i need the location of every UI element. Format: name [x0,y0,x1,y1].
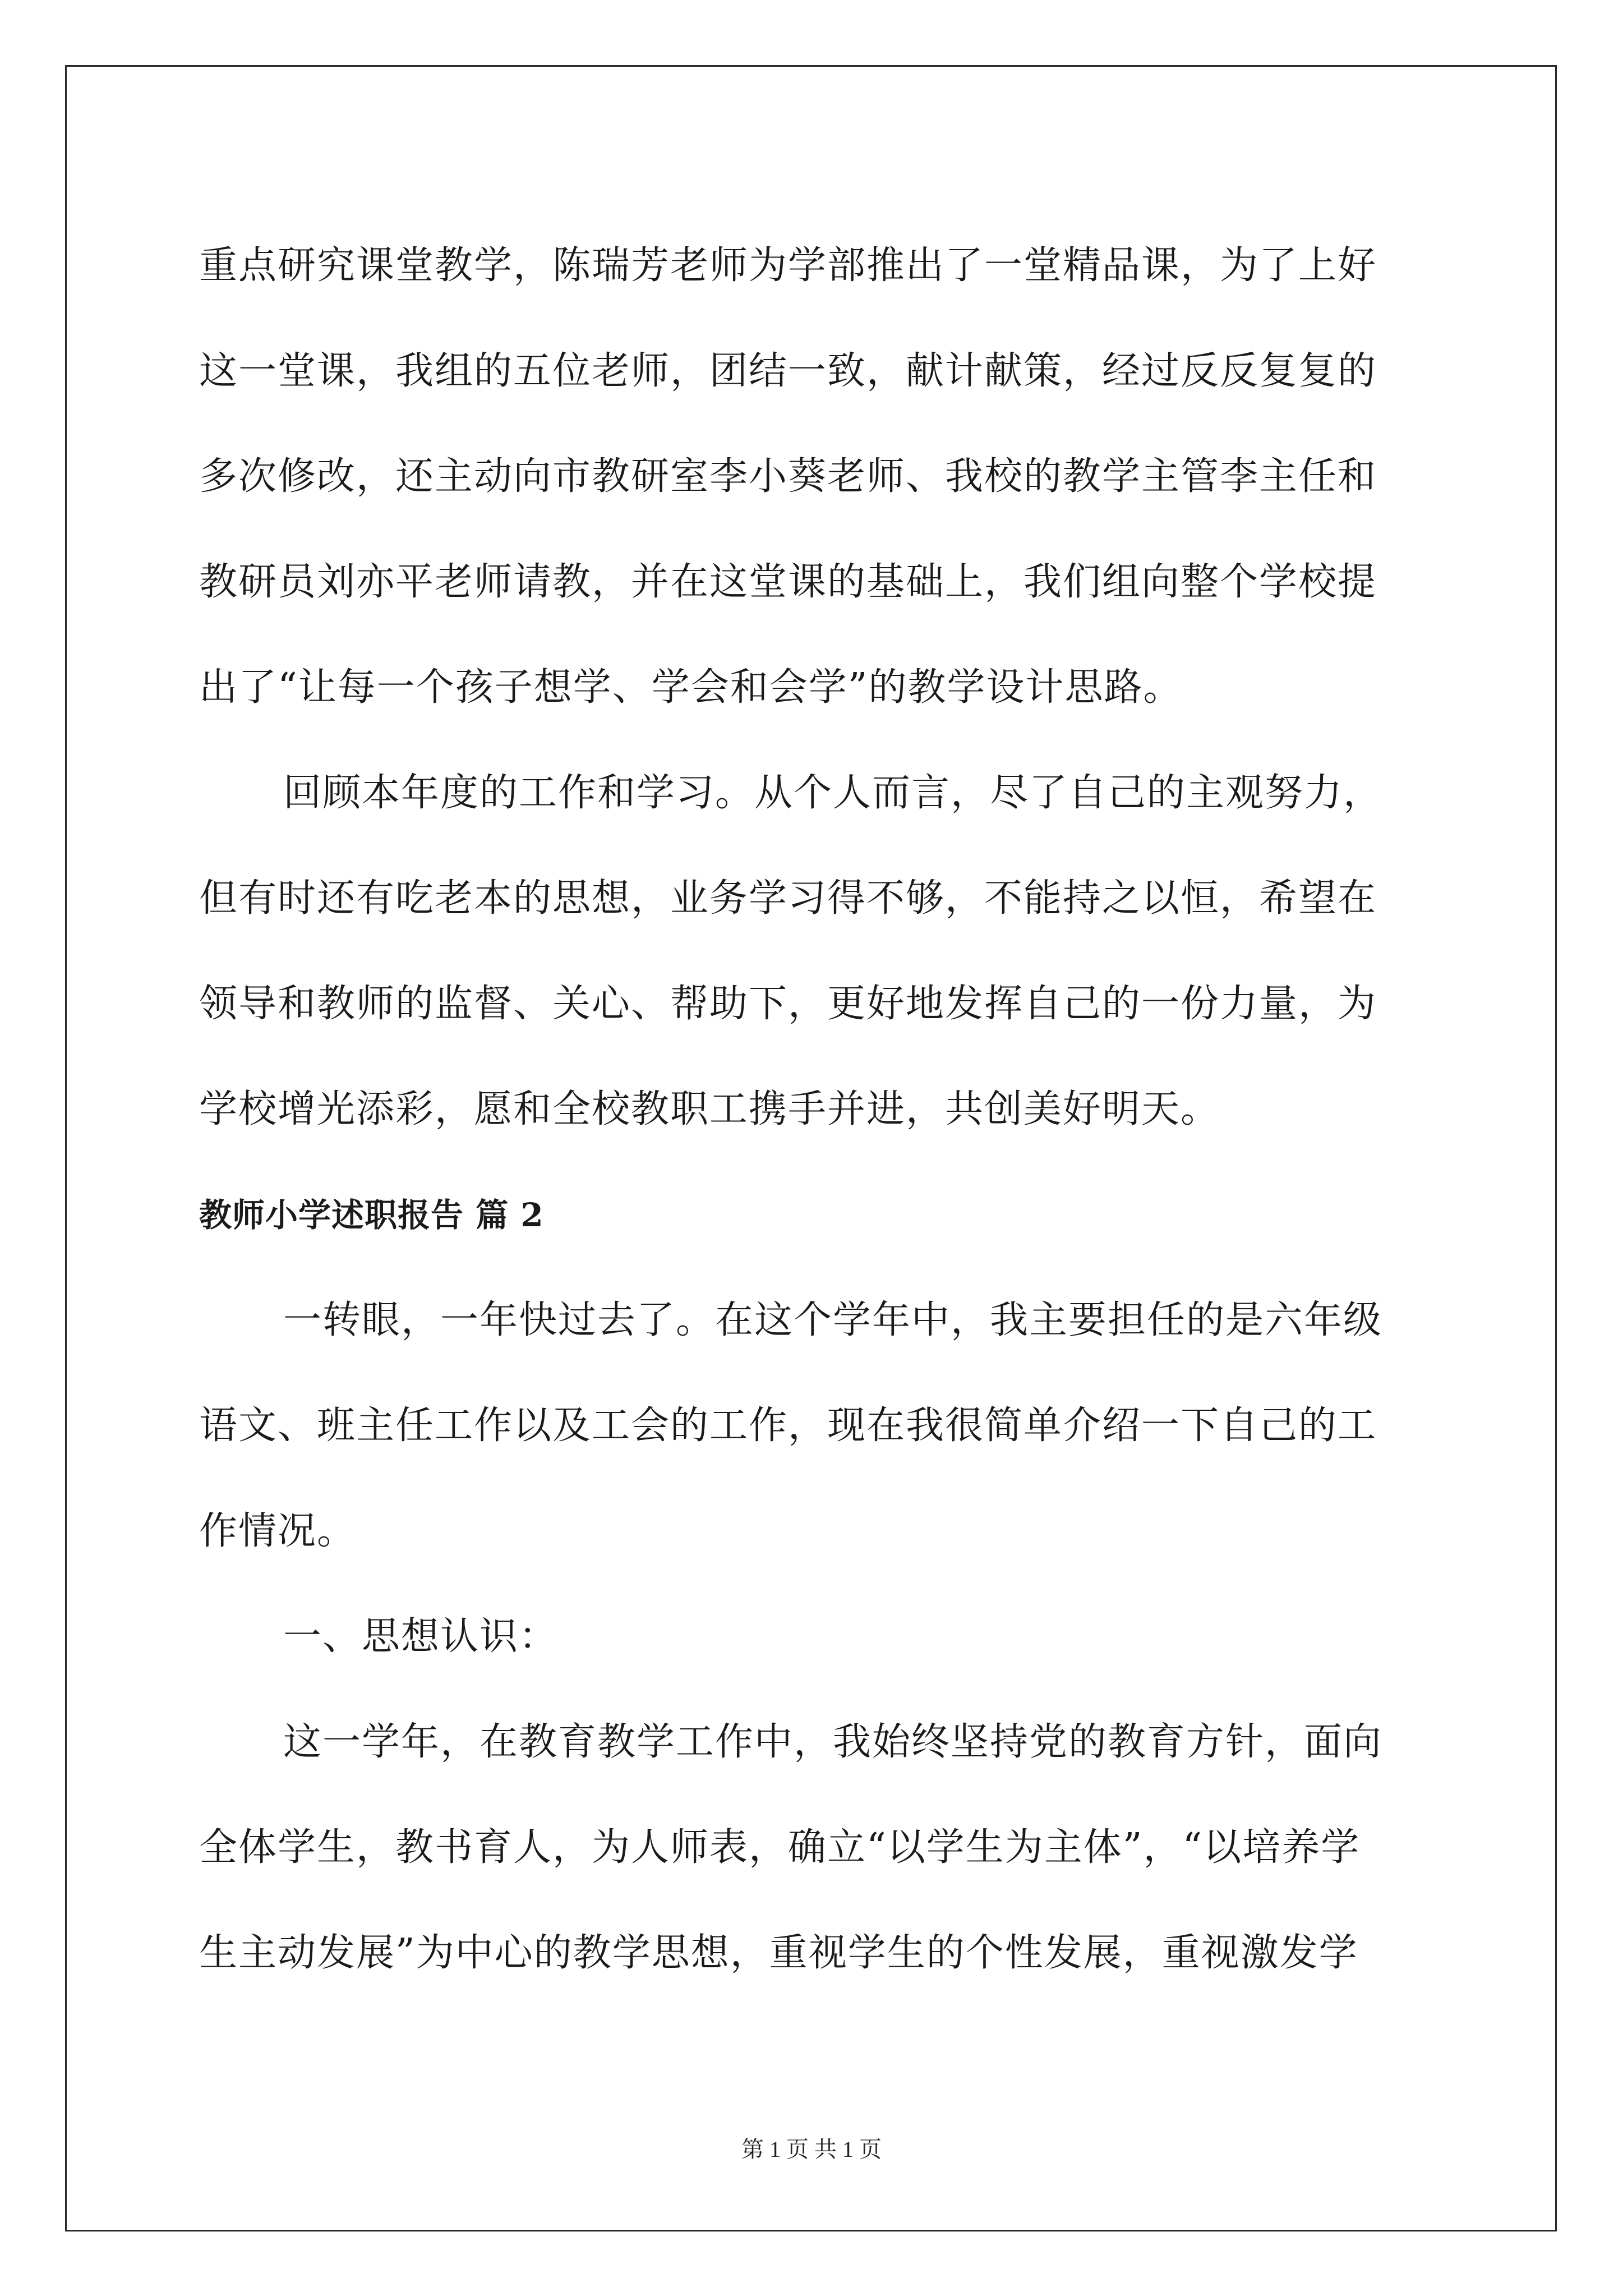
paragraph-5 [199,1690,1422,2006]
text-line: 学校增光添彩，愿和全校教职工携手并进，共创美好明天。 [199,1087,1220,1131]
document-body [199,213,1422,2006]
paragraph-4 [199,1584,1422,1690]
text-line: 这一堂课，我组的五位老师，团结一致，献计献策，经过反反复复的 [199,349,1377,393]
text-line: 多次修改，还主动向市教研室李小葵老师、我校的教学主管李主任和 [199,454,1377,499]
text-line: 出了“让每一个孩子想学、学会和会学”的教学设计思路。 [199,665,1183,710]
text-line: 全体学生，教书育人，为人师表，确立“以学生为主体”，“以培养学 [199,1825,1361,1870]
paragraph-3 [199,1268,1422,1584]
section-heading: 教师小学述职报告 篇 2 [199,1196,544,1234]
text-line: 领导和教师的监督、关心、帮助下，更好地发挥自己的一份力量，为 [199,982,1377,1026]
page-footer: 第 1 页 共 1 页 [741,2137,882,2162]
text-line: 教研员刘亦平老师请教，并在这堂课的基础上，我们组向整个学校提 [199,560,1377,604]
text-line: 但有时还有吃老本的思想，业务学习得不够，不能持之以恒，希望在 [199,876,1377,921]
text-line: 作情况。 [199,1509,357,1553]
text-line: 一转眼，一年快过去了。在这个学年中，我主要担任的是六年级 [283,1298,1383,1342]
text-line: 重点研究课堂教学，陈瑞芳老师为学部推出了一堂精品课，为了上好 [199,243,1377,288]
text-line: 回顾本年度的工作和学习。从个人而言，尽了自己的主观努力， [283,771,1383,815]
text-line: 生主动发展”为中心的教学思想，重视学生的个性发展，重视激发学 [199,1931,1358,1975]
text-line: 语文、班主任工作以及工会的工作，现在我很简单介绍一下自己的工 [199,1404,1377,1448]
text-line: 这一学年，在教育教学工作中，我始终坚持党的教育方针，面向 [283,1720,1383,1764]
paragraph-2 [199,740,1422,1162]
paragraph-1 [199,213,1422,740]
subheading-line: 一、思想认识： [283,1614,559,1659]
